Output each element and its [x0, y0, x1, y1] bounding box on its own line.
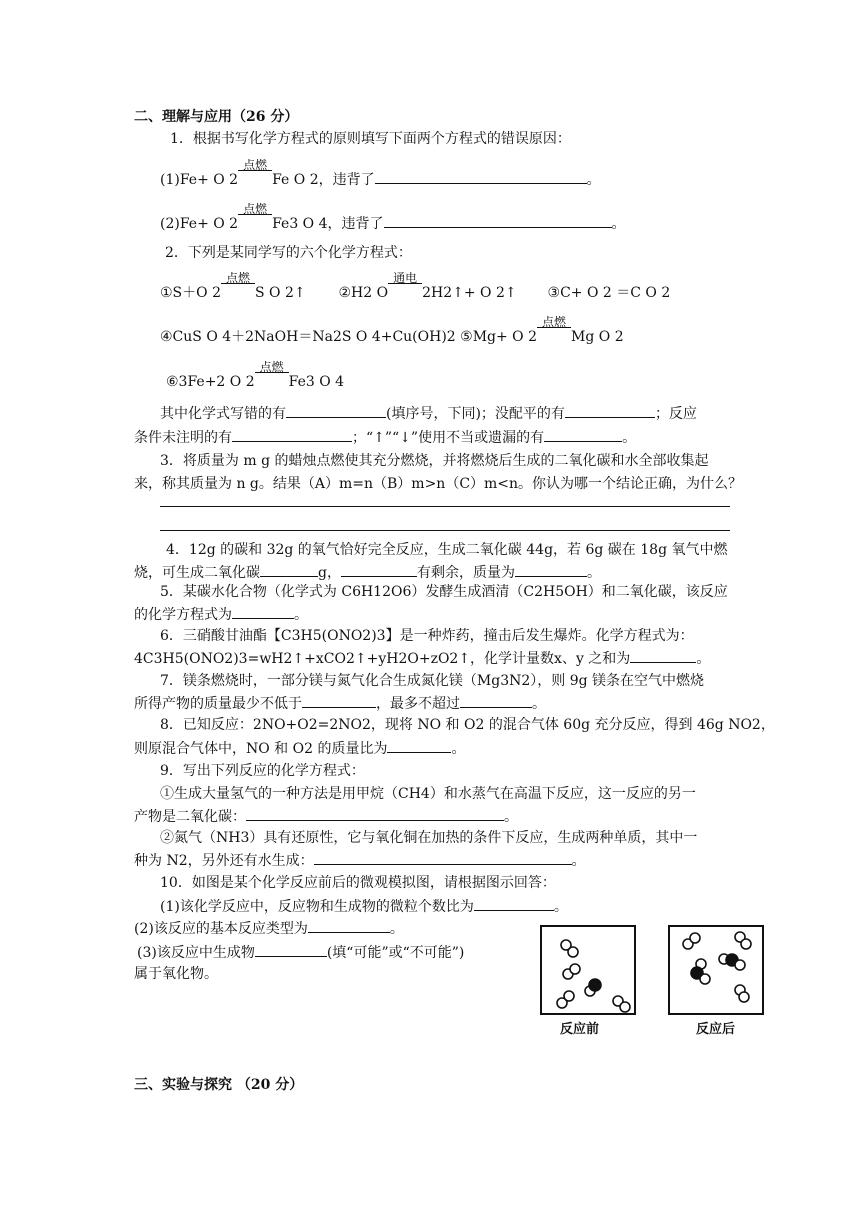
q3-line1: 3．将质量为 m g 的蜡烛点燃使其充分燃烧，并将燃烧后生成的二氧化碳和水全部收集起: [160, 453, 709, 469]
q10-part3: (3)该反应中生成物 (填“可能”或“不可能”): [137, 945, 465, 961]
q9-stem: 9．写出下列反应的化学方程式：: [160, 763, 365, 779]
answer-blank[interactable]: [630, 649, 696, 663]
answer-blank[interactable]: [384, 214, 612, 228]
molecule-o2: [561, 940, 578, 957]
molecule-co2: [691, 959, 710, 984]
label-before: 反应前: [560, 1022, 600, 1037]
answer-blank[interactable]: [515, 563, 587, 577]
q2-equations-row2: ④CuS O 4＋2NaOH＝Na2S O 4+Cu(OH)2 ⑤Mg+ O 2 点燃 Mg O 2: [160, 315, 624, 345]
answer-blank[interactable]: [308, 919, 390, 933]
section2-title: 二、理解与应用（26 分）: [134, 109, 299, 125]
q10-part2: (2)该反应的基本反应类型为 。: [134, 921, 404, 937]
q2-stem: 2．下列是某同学写的六个化学方程式：: [165, 245, 412, 261]
q6-line2: 4C3H5(ONO2)3=wH2↑+xCO2↑+yH2O+zO2↑，化学计量数x、y 之和为 。: [134, 651, 711, 667]
q8-line2: 则原混合气体中，NO 和 O2 的质量比为 。: [134, 741, 466, 757]
q1-stem: 1．根据书写化学方程式的原则填写下面两个方程式的错误原因：: [170, 131, 571, 147]
burn-condition: 点燃: [221, 281, 255, 297]
q2-ask-line2: 条件未注明的有 ；“↑”“↓”使用不当或遗漏的有 。: [134, 430, 637, 446]
answer-line[interactable]: [160, 530, 730, 531]
q10-stem: 10．如图是某个化学反应前后的微观模拟图，请根据图示回答：: [160, 875, 556, 891]
q7-line1: 7．镁条燃烧时，一部分镁与氮气化合生成氮化镁（Mg3N2），则 9g 镁条在空气中燃烧: [160, 673, 705, 689]
diagram-before-box: [540, 925, 636, 1015]
q1-part1: (1)Fe+ O 2 点燃 Fe O 2，违背了 。: [160, 158, 601, 188]
answer-blank[interactable]: [302, 694, 376, 708]
molecule-diagram-before: [542, 927, 634, 1013]
q2-equations-row3: ⑥3Fe+2 O 2 点燃 Fe3 O 4: [166, 360, 345, 390]
q2-equations-row1: ①S＋O 2 点燃 S O 2↑ ②H2 O 通电 2H2↑+ O 2↑ ③C+ O 2 ＝C O 2: [160, 271, 671, 301]
molecule-o2: [683, 933, 700, 949]
molecule-co2: [719, 954, 745, 970]
answer-blank[interactable]: [232, 428, 352, 442]
q9-sub2-line1: ②氮气（NH3）具有还原性，它与氧化铜在加热的条件下反应，生成两种单质，其中一: [160, 830, 698, 846]
q6-line1: 6．三硝酸甘油酯【C3H5(ONO2)3】是一种炸药，撞击后发生爆炸。化学方程式为：: [160, 628, 694, 644]
q8-line1: 8．已知反应：2NO+O2=2NO2，现将 NO 和 O2 的混合气体 60g 充分反应，得到 46g NO2，: [160, 717, 775, 733]
answer-blank[interactable]: [314, 851, 572, 865]
q4-line2: 烧，可生成二氧化碳 g， 有剩余，质量为 。: [134, 565, 601, 581]
q2-ask-line1: 其中化学式写错的有 (填序号，下同)；没配平的有 ；反应: [160, 406, 697, 422]
q9-sub1-line2: 产物是二氧化碳： 。: [134, 809, 518, 825]
molecule-o2: [557, 991, 574, 1008]
q3-line2: 来，称其质量为 n g。结果（A）m=n（B）m>n（C）m<n。你认为哪一个结论正确，为什么？: [134, 476, 743, 492]
burn-condition: 点燃: [537, 325, 571, 341]
burn-condition: 点燃: [238, 212, 272, 228]
answer-blank[interactable]: [341, 563, 417, 577]
molecule-co: [585, 979, 601, 996]
q4-line1: 4．12g 的碳和 32g 的氧气恰好完全反应，生成二氧化碳 44g，若 6g 碳在 18g 氧气中燃: [166, 542, 728, 558]
answer-blank[interactable]: [246, 807, 504, 821]
answer-blank[interactable]: [286, 404, 386, 418]
answer-blank[interactable]: [474, 897, 554, 911]
q5-line2: 的化学方程式为 。: [134, 607, 308, 623]
burn-condition: 点燃: [255, 370, 289, 386]
answer-blank[interactable]: [260, 563, 318, 577]
section3-title: 三、实验与探究 （20 分）: [134, 1077, 304, 1093]
q10-part1: (1)该化学反应中，反应物和生成物的微粒个数比为 。: [160, 899, 568, 915]
q1-part2: (2)Fe+ O 2 点燃 Fe3 O 4，违背了 。: [160, 202, 626, 232]
electrify-condition: 通电: [388, 281, 422, 297]
answer-blank[interactable]: [387, 739, 451, 753]
burn-condition: 点燃: [238, 168, 272, 184]
answer-blank[interactable]: [375, 170, 587, 184]
answer-blank[interactable]: [460, 694, 532, 708]
answer-blank[interactable]: [255, 943, 327, 957]
q9-sub1-line1: ①生成大量氢气的一种方法是用甲烷（CH4）和水蒸气在高温下反应，这一反应的另一: [160, 786, 696, 802]
label-after: 反应后: [696, 1022, 736, 1037]
molecule-o2: [613, 996, 630, 1012]
molecule-diagram-after: [670, 927, 762, 1013]
q7-line2: 所得产物的质量最少不低于 ，最多不超过 。: [134, 696, 546, 712]
q9-sub2-line2: 种为 N2，另外还有水生成： 。: [134, 853, 586, 869]
q5-line1: 5．某碳水化合物（化学式为 C6H12O6）发酵生成酒清（C2H5OH）和二氧化碳，该反应: [160, 584, 728, 600]
q10-part3-end: 属于氧化物。: [134, 966, 218, 982]
answer-line[interactable]: [160, 506, 730, 507]
diagram-after-box: [668, 925, 764, 1015]
molecule-o2: [735, 932, 751, 949]
answer-blank[interactable]: [565, 404, 655, 418]
answer-blank[interactable]: [232, 605, 294, 619]
molecule-o2: [563, 964, 580, 979]
answer-blank[interactable]: [544, 428, 622, 442]
molecule-o2: [735, 985, 749, 1002]
